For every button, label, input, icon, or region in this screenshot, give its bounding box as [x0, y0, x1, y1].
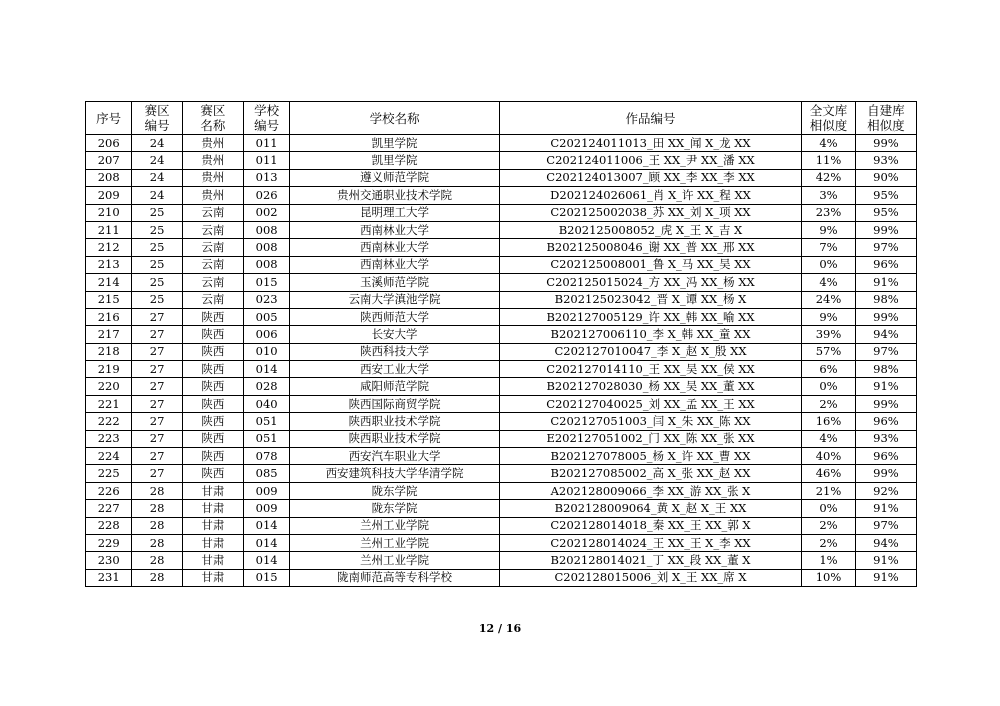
col-region-name-cell: 甘肃 — [182, 517, 243, 534]
table-row — [86, 239, 917, 256]
col-region-code-cell: 27 — [132, 448, 183, 465]
col-fulltext-similarity-cell: 24% — [802, 291, 856, 308]
col-fulltext-similarity-cell: 2% — [802, 517, 856, 534]
table-row — [86, 395, 917, 412]
col-region-code-cell: 25 — [132, 239, 183, 256]
col-selfbuilt-similarity-cell: 99% — [855, 465, 916, 482]
header-line2: 名称 — [200, 118, 226, 133]
col-selfbuilt-similarity-cell: 91% — [855, 500, 916, 517]
col-index-cell: 223 — [86, 430, 132, 447]
col-work-id-cell: B202127078005_杨 X_许 XX_曹 XX — [499, 448, 801, 465]
col-index-header — [86, 102, 132, 135]
col-school-name-cell: 陕西职业技术学院 — [290, 430, 500, 447]
col-work-id-cell: C202128015006_刘 X_王 XX_席 X — [499, 569, 801, 586]
col-region-code-cell: 27 — [132, 308, 183, 325]
col-school-code-cell: 014 — [243, 517, 289, 534]
col-selfbuilt-similarity-cell: 97% — [855, 343, 916, 360]
col-school-name-cell: 陇南师范高等专科学校 — [290, 569, 500, 586]
col-school-code-cell: 040 — [243, 395, 289, 412]
col-school-code-cell: 015 — [243, 569, 289, 586]
table-row — [86, 482, 917, 499]
col-work-id-cell: C202124011006_王 XX_尹 XX_潘 XX — [499, 152, 801, 169]
col-index-cell: 225 — [86, 465, 132, 482]
table-row — [86, 291, 917, 308]
header-line1: 赛区 — [200, 103, 226, 118]
col-index-cell: 217 — [86, 326, 132, 343]
col-region-name-cell: 陕西 — [182, 378, 243, 395]
col-region-code-cell: 28 — [132, 534, 183, 551]
col-region-code-cell: 27 — [132, 395, 183, 412]
col-school-code-cell: 010 — [243, 343, 289, 360]
col-work-id-cell: C202125008001_鲁 X_马 XX_吴 XX — [499, 256, 801, 273]
col-region-name-cell: 陕西 — [182, 308, 243, 325]
col-fulltext-similarity-cell: 4% — [802, 135, 856, 152]
col-selfbuilt-similarity-cell: 99% — [855, 395, 916, 412]
page-number: 12 / 16 — [478, 622, 522, 635]
col-work-id-cell: C202125015024_方 XX_冯 XX_杨 XX — [499, 274, 801, 291]
col-work-id-cell: C202128014018_秦 XX_王 XX_郭 X — [499, 517, 801, 534]
col-region-code-cell: 27 — [132, 430, 183, 447]
col-fulltext-similarity-cell: 21% — [802, 482, 856, 499]
header-line2: 编号 — [144, 118, 170, 133]
col-index-cell: 227 — [86, 500, 132, 517]
col-selfbuilt-similarity-cell: 92% — [855, 482, 916, 499]
header-line1: 赛区 — [144, 103, 170, 118]
table-row — [86, 274, 917, 291]
col-school-name-header — [290, 102, 500, 135]
header-line1: 全文库 — [809, 103, 848, 118]
col-region-name-cell: 云南 — [182, 256, 243, 273]
table-row — [86, 221, 917, 238]
table-row — [86, 343, 917, 360]
col-school-code-cell: 014 — [243, 361, 289, 378]
table-row — [86, 378, 917, 395]
col-selfbuilt-similarity-cell: 94% — [855, 326, 916, 343]
col-school-code-cell: 011 — [243, 135, 289, 152]
col-fulltext-similarity-cell: 11% — [802, 152, 856, 169]
header-line2: 相似度 — [867, 118, 905, 133]
col-fulltext-similarity-cell: 9% — [802, 308, 856, 325]
table-row — [86, 448, 917, 465]
col-index-cell: 212 — [86, 239, 132, 256]
col-selfbuilt-similarity-header — [855, 102, 916, 135]
col-region-name-cell: 贵州 — [182, 187, 243, 204]
col-region-name-cell: 甘肃 — [182, 552, 243, 569]
col-region-code-cell: 25 — [132, 291, 183, 308]
col-school-code-cell: 023 — [243, 291, 289, 308]
col-fulltext-similarity-cell: 42% — [802, 169, 856, 186]
header-line1: 序号 — [96, 110, 122, 126]
table-header-row — [86, 102, 917, 135]
col-index-cell: 231 — [86, 569, 132, 586]
col-index-cell: 209 — [86, 187, 132, 204]
col-index-cell: 230 — [86, 552, 132, 569]
header-line2: 编号 — [254, 118, 280, 133]
col-school-code-cell: 009 — [243, 482, 289, 499]
header-line1: 自建库 — [867, 103, 905, 118]
table-row — [86, 500, 917, 517]
col-selfbuilt-similarity-cell: 95% — [855, 187, 916, 204]
col-school-name-cell: 西安工业大学 — [290, 361, 500, 378]
col-school-name-cell: 兰州工业学院 — [290, 534, 500, 551]
col-region-code-cell: 25 — [132, 221, 183, 238]
col-work-id-cell: C202124011013_田 XX_闻 X_龙 XX — [499, 135, 801, 152]
col-school-code-cell: 051 — [243, 413, 289, 430]
table-row — [86, 135, 917, 152]
col-index-cell: 216 — [86, 308, 132, 325]
col-index-cell: 228 — [86, 517, 132, 534]
col-fulltext-similarity-cell: 2% — [802, 395, 856, 412]
col-work-id-header — [499, 102, 801, 135]
col-region-code-header — [132, 102, 183, 135]
table-row — [86, 326, 917, 343]
col-region-name-cell: 陕西 — [182, 395, 243, 412]
col-region-name-cell: 陕西 — [182, 326, 243, 343]
col-region-code-cell: 27 — [132, 361, 183, 378]
col-region-name-cell: 陕西 — [182, 361, 243, 378]
col-selfbuilt-similarity-cell: 91% — [855, 569, 916, 586]
col-school-name-cell: 西南林业大学 — [290, 221, 500, 238]
col-region-code-cell: 25 — [132, 274, 183, 291]
col-school-code-cell: 015 — [243, 274, 289, 291]
results-table — [85, 101, 917, 587]
col-school-code-cell: 014 — [243, 552, 289, 569]
col-fulltext-similarity-cell: 2% — [802, 534, 856, 551]
col-fulltext-similarity-cell: 1% — [802, 552, 856, 569]
col-selfbuilt-similarity-cell: 91% — [855, 552, 916, 569]
col-region-name-cell: 贵州 — [182, 135, 243, 152]
col-fulltext-similarity-cell: 4% — [802, 430, 856, 447]
col-school-code-cell: 002 — [243, 204, 289, 221]
table-row — [86, 552, 917, 569]
col-school-name-cell: 昆明理工大学 — [290, 204, 500, 221]
col-index-cell: 211 — [86, 221, 132, 238]
col-region-name-cell: 甘肃 — [182, 534, 243, 551]
col-fulltext-similarity-cell: 39% — [802, 326, 856, 343]
col-work-id-cell: B202125008046_谢 XX_普 XX_邢 XX — [499, 239, 801, 256]
col-region-code-cell: 27 — [132, 326, 183, 343]
col-school-name-cell: 兰州工业学院 — [290, 517, 500, 534]
col-fulltext-similarity-cell: 40% — [802, 448, 856, 465]
col-index-cell: 208 — [86, 169, 132, 186]
col-work-id-cell: B202128014021_丁 XX_段 XX_董 X — [499, 552, 801, 569]
col-region-code-cell: 28 — [132, 482, 183, 499]
col-region-name-cell: 陕西 — [182, 448, 243, 465]
col-region-name-cell: 云南 — [182, 204, 243, 221]
col-region-code-cell: 24 — [132, 187, 183, 204]
col-work-id-cell: B202127085002_高 X_张 XX_赵 XX — [499, 465, 801, 482]
col-region-code-cell: 28 — [132, 517, 183, 534]
col-region-name-header — [182, 102, 243, 135]
header-line1: 学校名称 — [369, 110, 420, 126]
table-body — [86, 135, 917, 587]
col-school-name-cell: 兰州工业学院 — [290, 552, 500, 569]
col-school-name-cell: 西南林业大学 — [290, 239, 500, 256]
col-region-code-cell: 27 — [132, 378, 183, 395]
col-work-id-cell: B202125023042_晋 X_谭 XX_杨 X — [499, 291, 801, 308]
table-row — [86, 569, 917, 586]
col-selfbuilt-similarity-cell: 97% — [855, 239, 916, 256]
col-school-name-cell: 陕西师范大学 — [290, 308, 500, 325]
col-school-name-cell: 玉溪师范学院 — [290, 274, 500, 291]
col-selfbuilt-similarity-cell: 95% — [855, 204, 916, 221]
col-region-name-cell: 陕西 — [182, 413, 243, 430]
col-school-name-cell: 遵义师范学院 — [290, 169, 500, 186]
col-selfbuilt-similarity-cell: 99% — [855, 308, 916, 325]
col-index-cell: 229 — [86, 534, 132, 551]
col-region-code-cell: 27 — [132, 343, 183, 360]
table-row — [86, 465, 917, 482]
col-region-code-cell: 25 — [132, 256, 183, 273]
col-school-name-cell: 陕西职业技术学院 — [290, 413, 500, 430]
col-region-code-cell: 28 — [132, 569, 183, 586]
col-selfbuilt-similarity-cell: 96% — [855, 448, 916, 465]
col-region-name-cell: 贵州 — [182, 169, 243, 186]
col-index-cell: 213 — [86, 256, 132, 273]
col-fulltext-similarity-cell: 9% — [802, 221, 856, 238]
table-row — [86, 204, 917, 221]
table-row — [86, 361, 917, 378]
col-selfbuilt-similarity-cell: 93% — [855, 152, 916, 169]
col-region-name-cell: 甘肃 — [182, 500, 243, 517]
col-school-name-cell: 长安大学 — [290, 326, 500, 343]
col-index-cell: 210 — [86, 204, 132, 221]
table-row — [86, 517, 917, 534]
col-fulltext-similarity-cell: 57% — [802, 343, 856, 360]
col-school-name-cell: 陕西科技大学 — [290, 343, 500, 360]
col-region-name-cell: 云南 — [182, 239, 243, 256]
col-work-id-cell: C202125002038_苏 XX_刘 X_项 XX — [499, 204, 801, 221]
col-school-code-cell: 013 — [243, 169, 289, 186]
col-school-code-cell: 026 — [243, 187, 289, 204]
col-index-cell: 226 — [86, 482, 132, 499]
table-row — [86, 169, 917, 186]
table-row — [86, 430, 917, 447]
table-row — [86, 256, 917, 273]
col-fulltext-similarity-cell: 23% — [802, 204, 856, 221]
col-fulltext-similarity-cell: 4% — [802, 274, 856, 291]
col-school-name-cell: 凯里学院 — [290, 135, 500, 152]
col-region-name-cell: 云南 — [182, 291, 243, 308]
col-work-id-cell: D202124026061_肖 X_许 XX_程 XX — [499, 187, 801, 204]
col-region-code-cell: 28 — [132, 552, 183, 569]
col-index-cell: 206 — [86, 135, 132, 152]
col-fulltext-similarity-cell: 10% — [802, 569, 856, 586]
col-school-code-cell: 028 — [243, 378, 289, 395]
col-index-cell: 218 — [86, 343, 132, 360]
col-school-code-cell: 011 — [243, 152, 289, 169]
col-index-cell: 224 — [86, 448, 132, 465]
col-region-code-cell: 24 — [132, 152, 183, 169]
col-work-id-cell: B202127005129_许 XX_韩 XX_喻 XX — [499, 308, 801, 325]
col-fulltext-similarity-cell: 46% — [802, 465, 856, 482]
col-school-name-cell: 凯里学院 — [290, 152, 500, 169]
col-work-id-cell: E202127051002_门 XX_陈 XX_张 XX — [499, 430, 801, 447]
col-work-id-cell: A202128009066_李 XX_游 XX_张 X — [499, 482, 801, 499]
col-selfbuilt-similarity-cell: 90% — [855, 169, 916, 186]
col-index-cell: 219 — [86, 361, 132, 378]
col-school-code-cell: 009 — [243, 500, 289, 517]
col-school-name-cell: 西南林业大学 — [290, 256, 500, 273]
col-work-id-cell: C202127010047_李 X_赵 X_殷 XX — [499, 343, 801, 360]
col-region-code-cell: 27 — [132, 465, 183, 482]
col-school-code-header — [243, 102, 289, 135]
col-school-name-cell: 西安汽车职业大学 — [290, 448, 500, 465]
table-row — [86, 308, 917, 325]
col-work-id-cell: C202127040025_刘 XX_孟 XX_王 XX — [499, 395, 801, 412]
table-row — [86, 413, 917, 430]
col-selfbuilt-similarity-cell: 98% — [855, 361, 916, 378]
col-work-id-cell: C202124013007_顾 XX_李 XX_李 XX — [499, 169, 801, 186]
col-region-code-cell: 27 — [132, 413, 183, 430]
col-fulltext-similarity-cell: 0% — [802, 256, 856, 273]
col-school-name-cell: 西安建筑科技大学华清学院 — [290, 465, 500, 482]
col-fulltext-similarity-cell: 7% — [802, 239, 856, 256]
col-selfbuilt-similarity-cell: 99% — [855, 135, 916, 152]
col-fulltext-similarity-cell: 6% — [802, 361, 856, 378]
col-fulltext-similarity-cell: 3% — [802, 187, 856, 204]
header-line1: 学校 — [254, 103, 280, 118]
col-selfbuilt-similarity-cell: 98% — [855, 291, 916, 308]
col-work-id-cell: C202127014110_王 XX_吴 XX_侯 XX — [499, 361, 801, 378]
col-school-name-cell: 贵州交通职业技术学院 — [290, 187, 500, 204]
col-school-name-cell: 陕西国际商贸学院 — [290, 395, 500, 412]
col-region-name-cell: 云南 — [182, 274, 243, 291]
col-work-id-cell: B202125008052_虎 X_王 X_吉 X — [499, 221, 801, 238]
col-school-name-cell: 陇东学院 — [290, 500, 500, 517]
col-index-cell: 207 — [86, 152, 132, 169]
col-selfbuilt-similarity-cell: 97% — [855, 517, 916, 534]
col-region-code-cell: 25 — [132, 204, 183, 221]
col-region-name-cell: 陕西 — [182, 430, 243, 447]
col-selfbuilt-similarity-cell: 96% — [855, 256, 916, 273]
col-work-id-cell: C202128014024_王 XX_王 X_李 XX — [499, 534, 801, 551]
col-school-code-cell: 006 — [243, 326, 289, 343]
col-selfbuilt-similarity-cell: 93% — [855, 430, 916, 447]
col-school-name-cell: 云南大学滇池学院 — [290, 291, 500, 308]
col-selfbuilt-similarity-cell: 94% — [855, 534, 916, 551]
col-index-cell: 221 — [86, 395, 132, 412]
table-row — [86, 152, 917, 169]
col-school-code-cell: 078 — [243, 448, 289, 465]
col-school-code-cell: 014 — [243, 534, 289, 551]
col-region-name-cell: 贵州 — [182, 152, 243, 169]
col-index-cell: 214 — [86, 274, 132, 291]
col-selfbuilt-similarity-cell: 91% — [855, 378, 916, 395]
header-line1: 作品编号 — [625, 110, 676, 126]
col-school-name-cell: 陇东学院 — [290, 482, 500, 499]
col-region-name-cell: 陕西 — [182, 343, 243, 360]
col-index-cell: 222 — [86, 413, 132, 430]
col-school-code-cell: 008 — [243, 221, 289, 238]
col-region-name-cell: 云南 — [182, 221, 243, 238]
col-region-name-cell: 陕西 — [182, 465, 243, 482]
col-region-code-cell: 28 — [132, 500, 183, 517]
col-school-name-cell: 咸阳师范学院 — [290, 378, 500, 395]
col-index-cell: 220 — [86, 378, 132, 395]
col-region-code-cell: 24 — [132, 135, 183, 152]
col-fulltext-similarity-cell: 0% — [802, 500, 856, 517]
col-work-id-cell: B202128009064_黄 X_赵 X_王 XX — [499, 500, 801, 517]
col-fulltext-similarity-cell: 16% — [802, 413, 856, 430]
table-row — [86, 534, 917, 551]
header-line2: 相似度 — [809, 118, 848, 133]
col-school-code-cell: 085 — [243, 465, 289, 482]
col-fulltext-similarity-header — [802, 102, 856, 135]
table-row — [86, 187, 917, 204]
col-selfbuilt-similarity-cell: 96% — [855, 413, 916, 430]
col-work-id-cell: B202127028030_杨 XX_吴 XX_董 XX — [499, 378, 801, 395]
col-school-code-cell: 008 — [243, 256, 289, 273]
col-index-cell: 215 — [86, 291, 132, 308]
col-work-id-cell: C202127051003_闫 X_朱 XX_陈 XX — [499, 413, 801, 430]
col-selfbuilt-similarity-cell: 91% — [855, 274, 916, 291]
col-fulltext-similarity-cell: 0% — [802, 378, 856, 395]
col-region-name-cell: 甘肃 — [182, 569, 243, 586]
col-region-code-cell: 24 — [132, 169, 183, 186]
col-school-code-cell: 051 — [243, 430, 289, 447]
col-school-code-cell: 005 — [243, 308, 289, 325]
col-work-id-cell: B202127006110_李 X_韩 XX_童 XX — [499, 326, 801, 343]
col-region-name-cell: 甘肃 — [182, 482, 243, 499]
col-selfbuilt-similarity-cell: 99% — [855, 221, 916, 238]
col-school-code-cell: 008 — [243, 239, 289, 256]
